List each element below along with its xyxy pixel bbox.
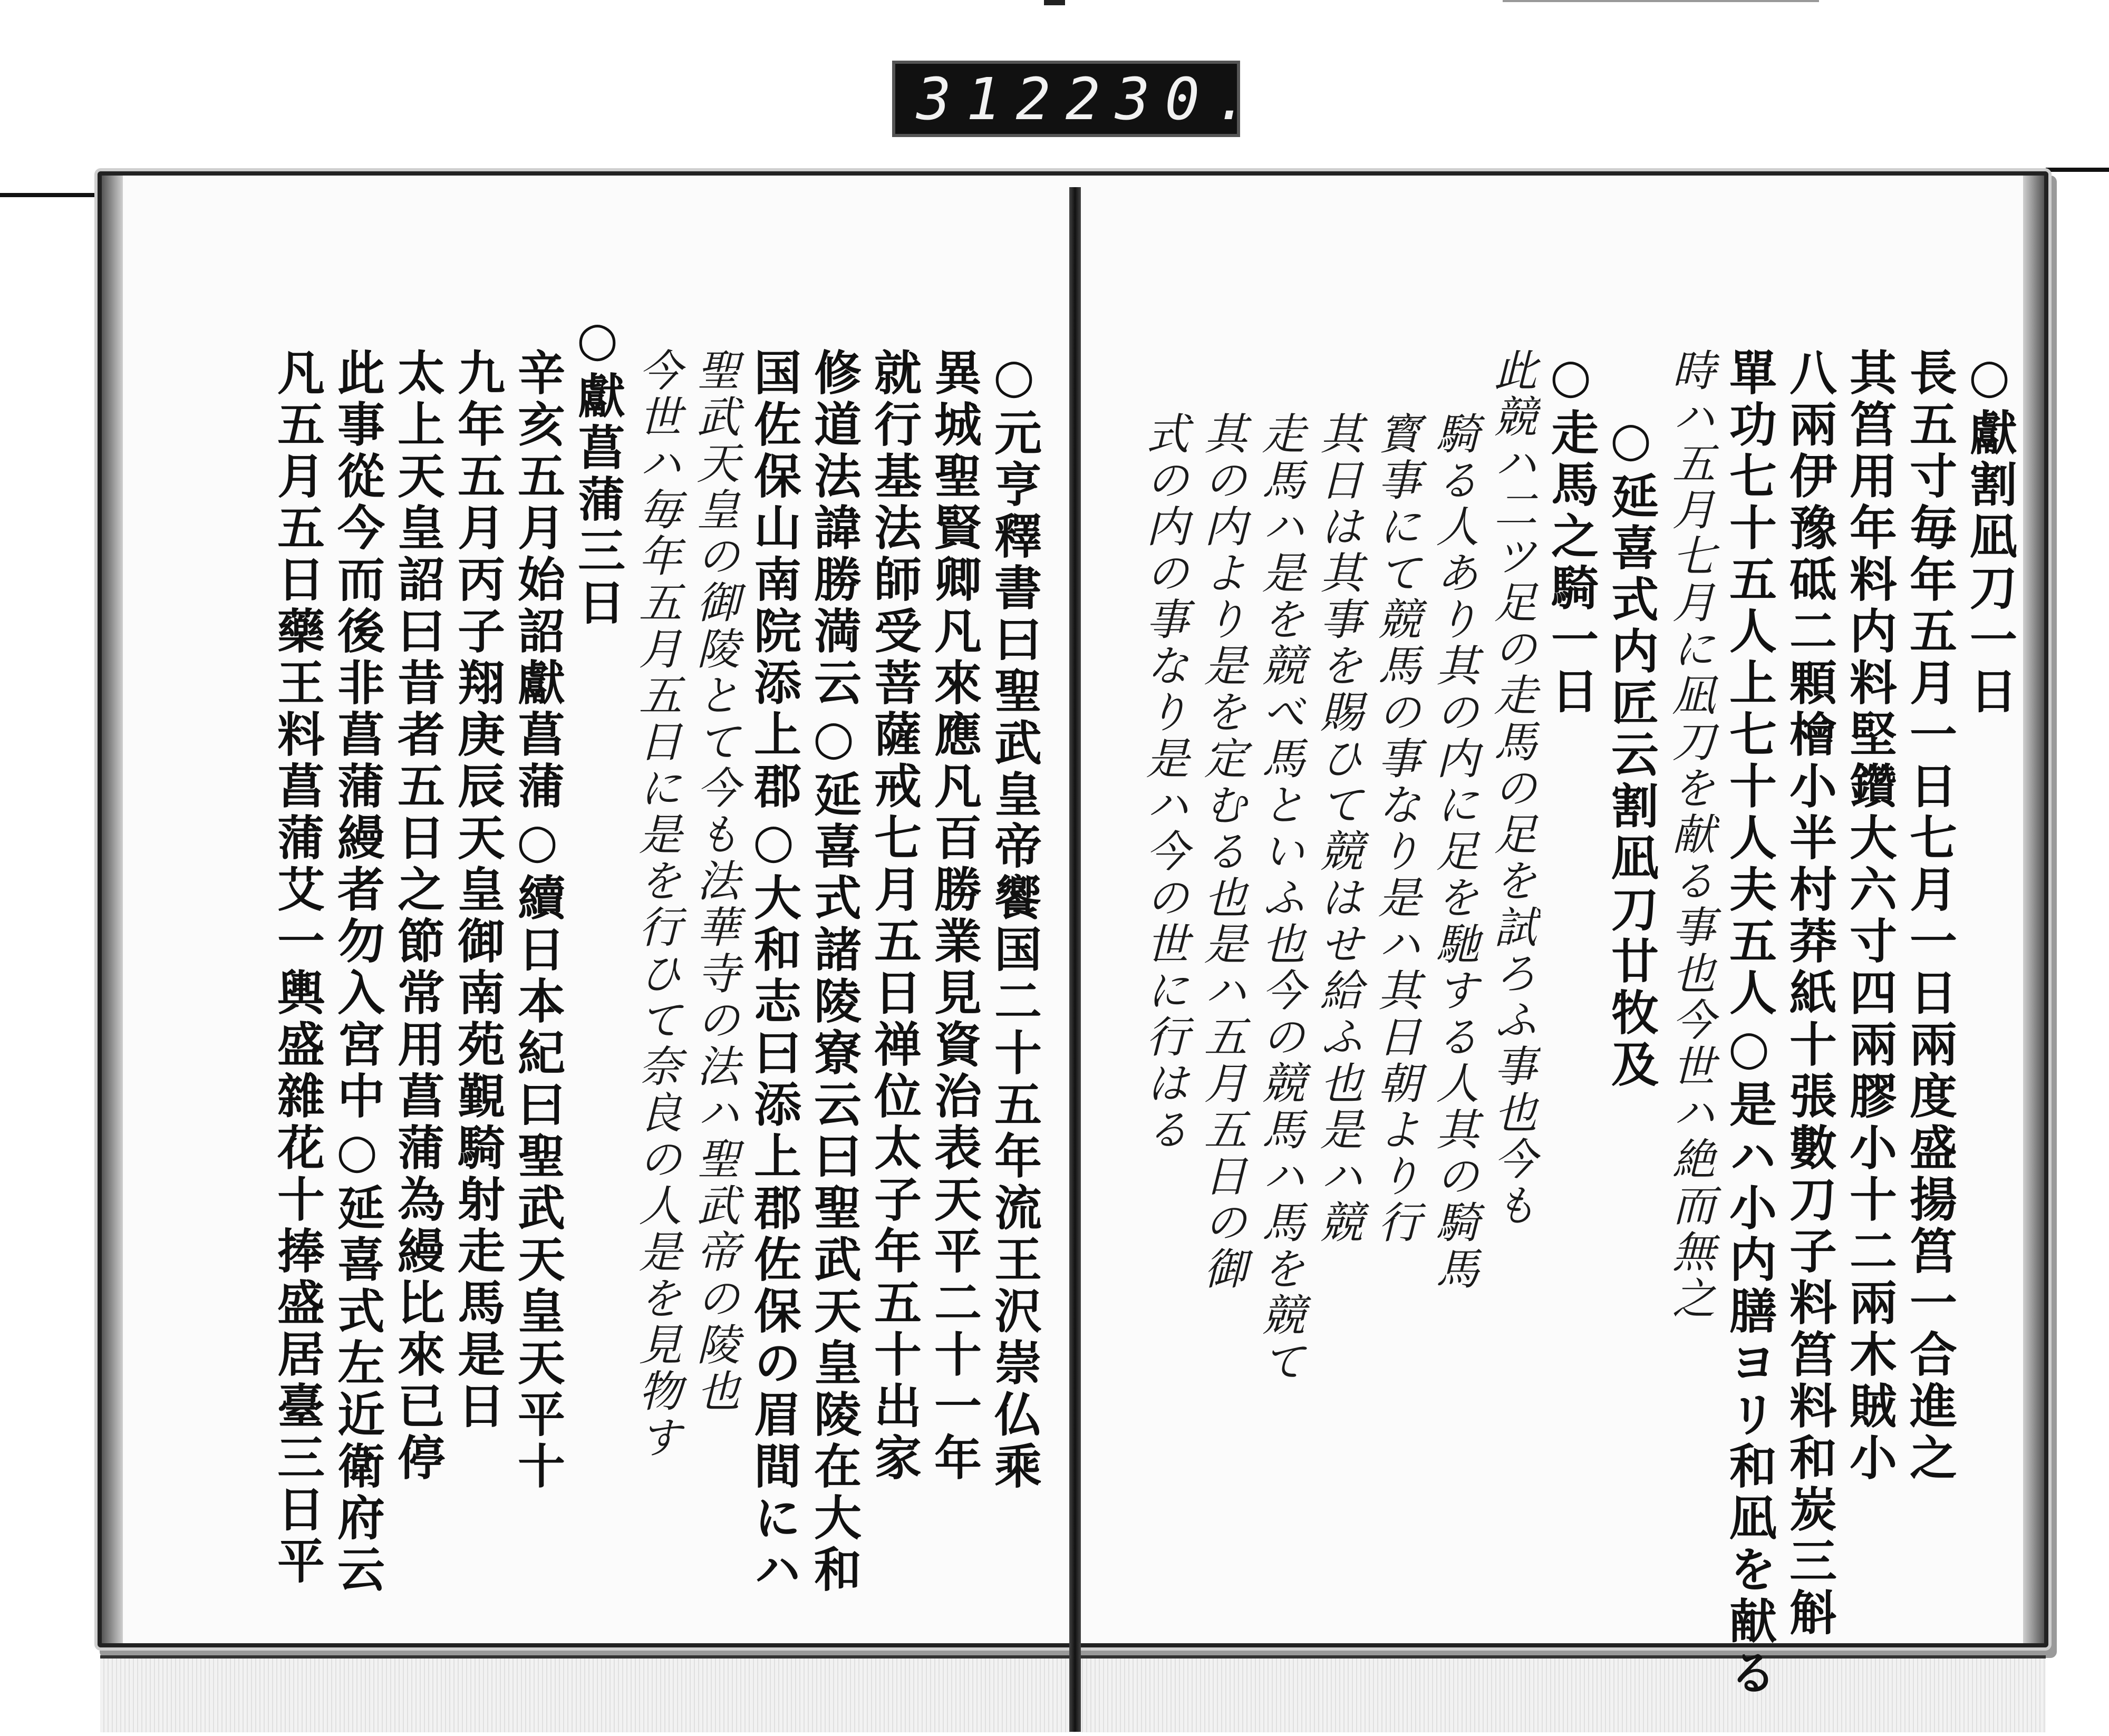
text-column: 聖武天皇の御陵とて今も法華寺の法ハ聖武帝の陵也 — [690, 348, 740, 1415]
text-column: 八兩伊豫砥二顆檜小半村莽紙十張數刀子料筥料和炭三斛 — [1781, 348, 1837, 1640]
text-column: ○延喜式内匠云割凪刀廿牧及 — [1603, 411, 1659, 1091]
frame-number-right: 230. — [1065, 65, 1264, 133]
text-column: 就行基法師受菩薩戒七月五日禅位太子年五十出家 — [866, 348, 922, 1485]
frame-number-left: 312 — [916, 65, 1066, 133]
right-page — [1102, 190, 2019, 1700]
text-column: 騎る人あり其の内に足を馳する人其の騎馬 — [1429, 411, 1479, 1293]
text-column: ○獻割凪刀一日 — [1961, 348, 2017, 718]
text-column: 九年五月丙子翔庚辰天皇御南苑覲騎射走馬是日 — [449, 348, 505, 1433]
text-column: 寳事にて競馬の事なり是ハ其日朝より行 — [1371, 411, 1421, 1246]
text-column: 時ハ五月七月に凪刀を献る事也今世ハ絶而無之 — [1665, 348, 1715, 1322]
text-column: 太上天皇詔曰昔者五日之節常用菖蒲為縵比來已停 — [389, 348, 445, 1485]
text-column: 国佐保山南院添上郡○大和志曰添上郡佐保の眉間にハ — [746, 348, 801, 1596]
backdrop-edge-right — [2046, 168, 2109, 172]
backdrop-edge-left — [0, 193, 105, 197]
left-page — [137, 190, 1044, 1624]
text-column: 凡五月五日藥王料菖蒲艾一輿盛雜花十捧盛居臺三日平 — [269, 348, 325, 1588]
book-gutter — [1069, 187, 1081, 1732]
text-column: 此事從今而後非菖蒲縵者勿入宮中○延喜式左近衛府云 — [329, 348, 385, 1596]
text-column: 長五寸毎年五月一日七月一日兩度盛揚筥一合進之 — [1901, 348, 1957, 1485]
text-column: 走馬ハ是を競べ馬といふ也今の競馬ハ馬を競て — [1255, 411, 1305, 1385]
text-column: 此競ハ二ツ足の走馬の足を試ろふ事也今も — [1487, 348, 1537, 1229]
text-column: ○元亨釋書曰聖武皇帝饗国二十五年流王沢崇仏乘 — [986, 348, 1042, 1493]
text-column: 其日は其事を賜ひて競はせ給ふ也是ハ競 — [1313, 411, 1363, 1246]
scan-top-edge — [0, 0, 2109, 8]
text-column: 異城聖賢卿凡來應凡百勝業見資治表天平二十一年 — [926, 348, 982, 1485]
text-column: 辛亥五月始詔獻菖蒲○續日本紀曰聖武天皇天平十 — [509, 348, 565, 1493]
microfilm-frame-label — [892, 61, 1264, 137]
text-column: 修道法諱勝満云○延喜式諸陵寮云曰聖武天皇陵在大和 — [806, 348, 862, 1596]
text-column: 單功七十五人上七十人夫五人○是ハ小内膳ヨリ和凪を献る — [1721, 348, 1777, 1700]
text-column: 其の内より是を定むる也是ハ五月五日の御 — [1197, 411, 1247, 1293]
text-column: 今世ハ毎年五月五日に是を行ひて奈良の人是を見物す — [632, 348, 682, 1461]
text-column: ○獻菖蒲三日 — [569, 311, 625, 629]
text-column: 其筥用年料内料堅鑽大六寸四兩膠小十二兩木賊小 — [1841, 348, 1897, 1485]
text-column: ○走馬之騎一日 — [1543, 348, 1599, 718]
text-column: 式の内の事なり是ハ今の世に行はる — [1139, 411, 1189, 1153]
